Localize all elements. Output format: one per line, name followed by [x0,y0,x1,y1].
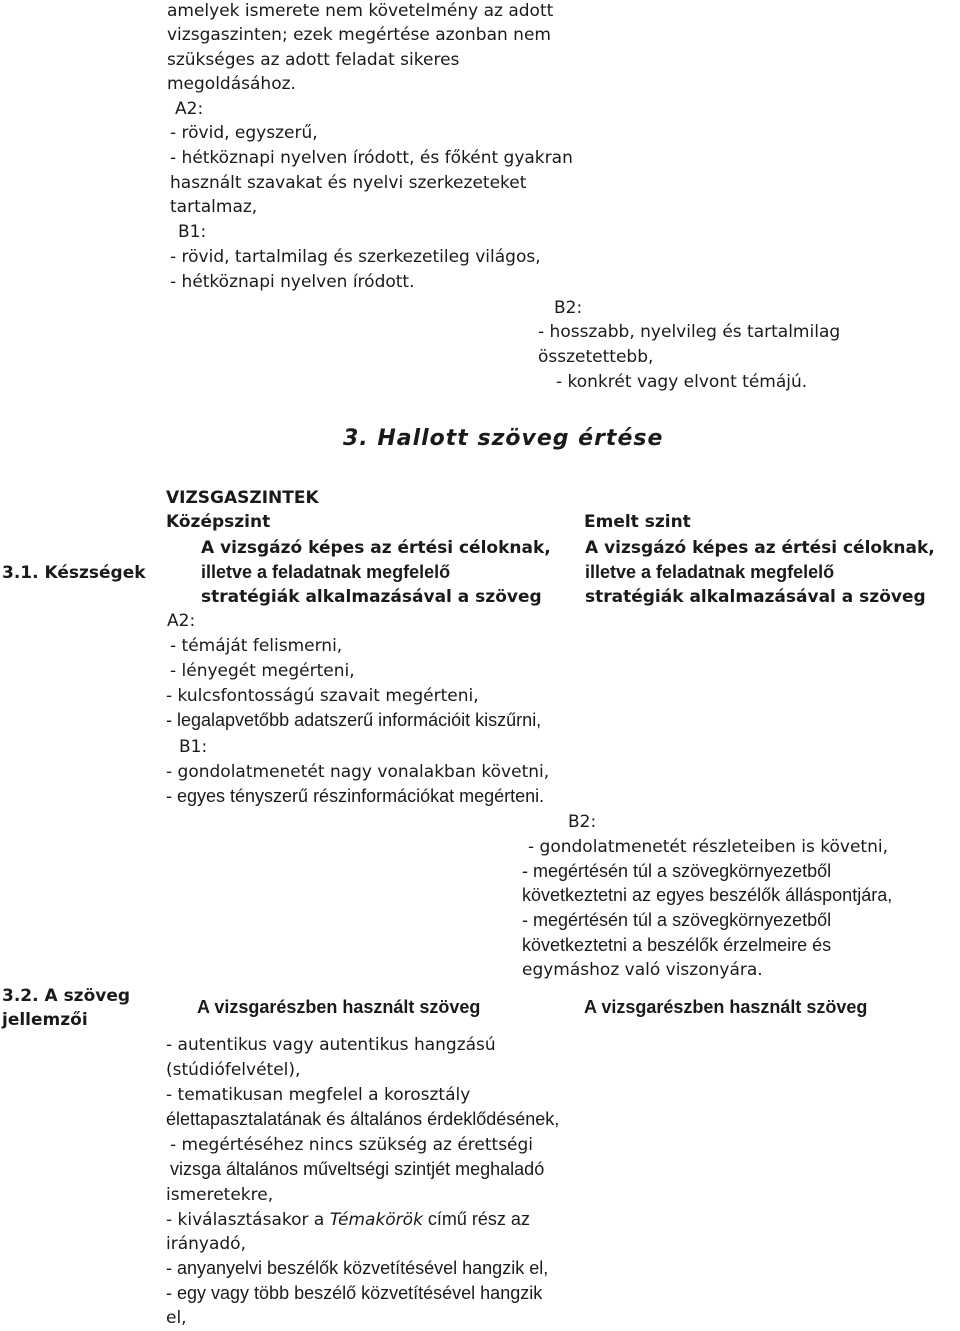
text-features-label-line: jellemzői [2,1010,88,1030]
list-item: egymáshoz való viszonyára. [522,960,763,980]
intro-line: - rövid, egyszerű, [170,123,318,143]
intro-line: megoldásához. [167,74,296,94]
intro-line: használt szavakat és nyelvi szerkezeteket [170,173,527,193]
section-title: 3. Hallott szöveg értése [343,426,664,451]
intro-line: - hétköznapi nyelven íródott. [170,272,415,292]
list-item: - gondolatmenetét részleteiben is követni, [528,837,888,857]
level-label-a2: A2: [167,611,196,631]
list-item: vizsga általános műveltségi szintjét meghaladó [170,1159,545,1179]
skills-intro-line: illetve a feladatnak megfelelő [201,562,451,582]
list-item: következtetni a beszélők érzelmeire és [522,935,832,955]
level-label-b2: B2: [568,812,597,832]
skills-intro-line: A vizsgázó képes az értési céloknak, [201,538,551,558]
text-features-label-line: 3.2. A szöveg [2,986,131,1006]
text-features-emelt-heading: A vizsgarészben használt szöveg [584,997,868,1017]
intro-line: amelyek ismerete nem követelmény az adott [167,1,554,21]
text-features-kozep-heading: A vizsgarészben használt szöveg [197,997,481,1017]
list-item: (stúdiófelvétel), [166,1060,301,1080]
list-item: - megértésén túl a szövegkörnyezetből [522,910,832,930]
skills-intro-line: A vizsgázó képes az értési céloknak, [585,538,935,558]
list-item: - megértéséhez nincs szükség az érettségi [170,1135,534,1155]
level-label-b1: B1: [179,737,208,757]
intro-line: - hétköznapi nyelven íródott, és főként gyakran [170,148,573,168]
temakorok-reference: Témakörök [329,1210,423,1230]
list-item: - tematikusan megfelel a korosztály [166,1085,471,1105]
list-item: - lényegét megérteni, [170,661,355,681]
skills-label: 3.1. Készségek [2,563,146,583]
intro-line: - rövid, tartalmilag és szerkezetileg világos, [170,247,541,267]
list-item: - témáját felismerni, [170,636,343,656]
list-item: - egyes tényszerű részinformációkat megérteni. [166,786,545,806]
emelt-szint-heading: Emelt szint [584,512,691,532]
b2-line: - hosszabb, nyelvileg és tartalmilag [538,322,841,342]
skills-intro-line: illetve a feladatnak megfelelő [585,562,835,582]
b2-line: összetettebb, [538,347,654,367]
intro-line: szükséges az adott feladat sikeres [167,50,460,70]
list-item: - gondolatmenetét nagy vonalakban követni, [166,762,550,782]
text-run: - kiválasztásakor a [166,1210,330,1230]
list-item: - legalapvetőbb adatszerű információit kiszűrni, [166,710,542,730]
list-item: - egy vagy több beszélő közvetítésével hangzik [166,1283,543,1303]
list-item: - kulcsfontosságú szavait megérteni, [166,686,479,706]
level-label-a2: A2: [175,99,204,119]
list-item: - anyanyelvi beszélők közvetítésével hangzik el, [166,1258,549,1278]
list-item: - autentikus vagy autentikus hangzású [166,1035,496,1055]
list-item: el, [166,1308,187,1328]
list-item: következtetni az egyes beszélők álláspontjára, [522,885,893,905]
list-item: - megértésén túl a szövegkörnyezetből [522,861,832,881]
list-item: ismeretekre, [166,1185,274,1205]
kozepszint-heading: Középszint [166,512,271,532]
text-run: című rész az [422,1209,530,1229]
vizsgaszintek-heading: VIZSGASZINTEK [166,488,319,508]
intro-line: tartalmaz, [170,197,258,217]
skills-intro-line: stratégiák alkalmazásával a szöveg [201,587,542,607]
b2-line: - konkrét vagy elvont témájú. [556,372,808,392]
level-label-b1: B1: [178,222,207,242]
level-label-b2: B2: [554,298,583,318]
list-item-kivalasztas [166,1208,530,1231]
list-item: irányadó, [166,1234,246,1254]
list-item: élettapasztalatának és általános érdeklődésének, [166,1109,560,1129]
intro-line: vizsgaszinten; ezek megértése azonban nem [167,25,551,45]
skills-intro-line: stratégiák alkalmazásával a szöveg [585,587,926,607]
